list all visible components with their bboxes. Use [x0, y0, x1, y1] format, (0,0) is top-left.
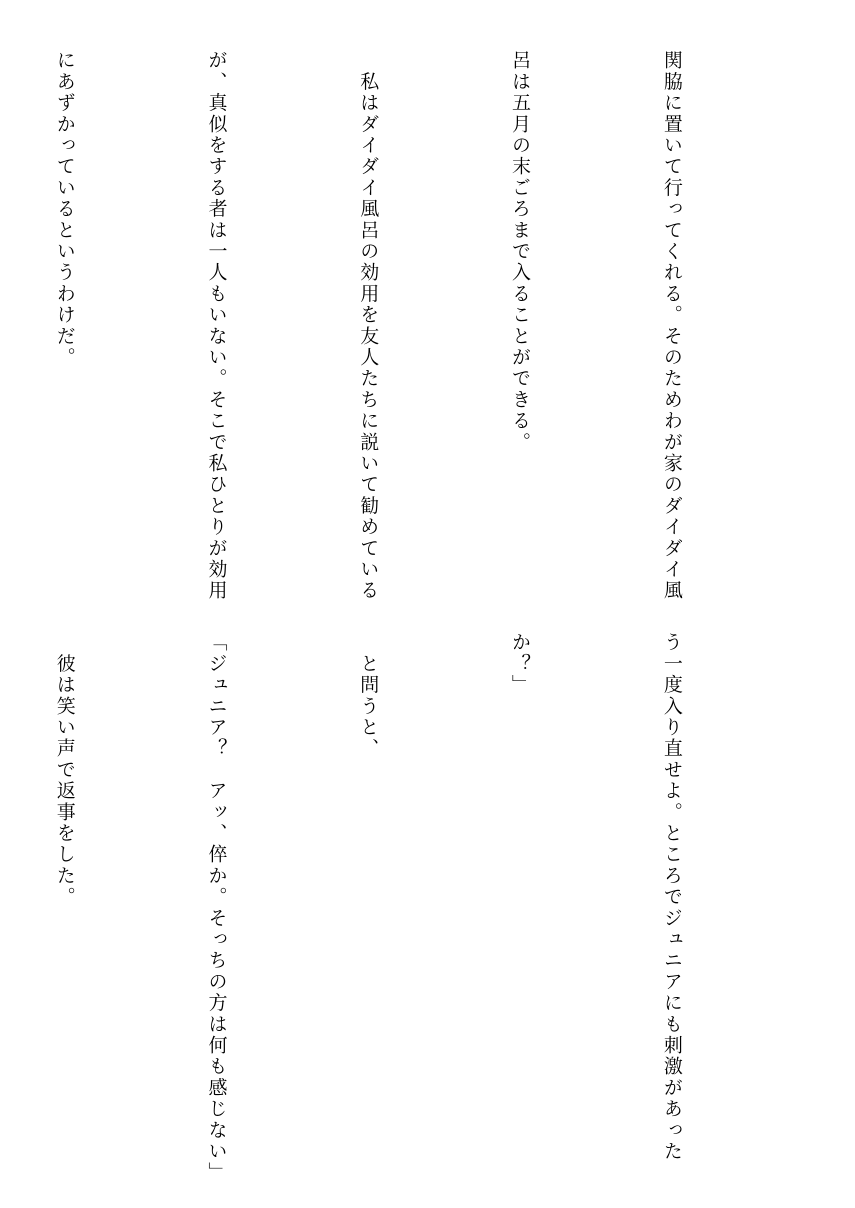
text-line: 「ジュニア？ アッ、倅か。そっちの方は何も感じない」 — [205, 632, 228, 1184]
text-line: 関脇に置いて行ってくれる。そのためわが家のダイダイ風 — [660, 50, 683, 602]
text-line: 呂は五月の末ごろまで入ることができる。 — [509, 50, 532, 453]
text-line: う一度入り直せよ。ところでジュニアにも刺激があった — [660, 632, 683, 1162]
text-line: にあずかっているというわけだ。 — [53, 50, 76, 368]
lower-text-block — [53, 632, 798, 1184]
text-line: 私はダイダイ風呂の効用を友人たちに説いて勧めている — [357, 50, 380, 602]
text-line: か？」 — [509, 632, 532, 696]
text-line: と問うと、 — [357, 632, 380, 760]
upper-text-block — [53, 50, 798, 602]
text-line: が、真似をする者は一人もいない。そこで私ひとりが効用 — [205, 50, 228, 602]
text-line: 彼は笑い声で返事をした。 — [53, 632, 76, 908]
